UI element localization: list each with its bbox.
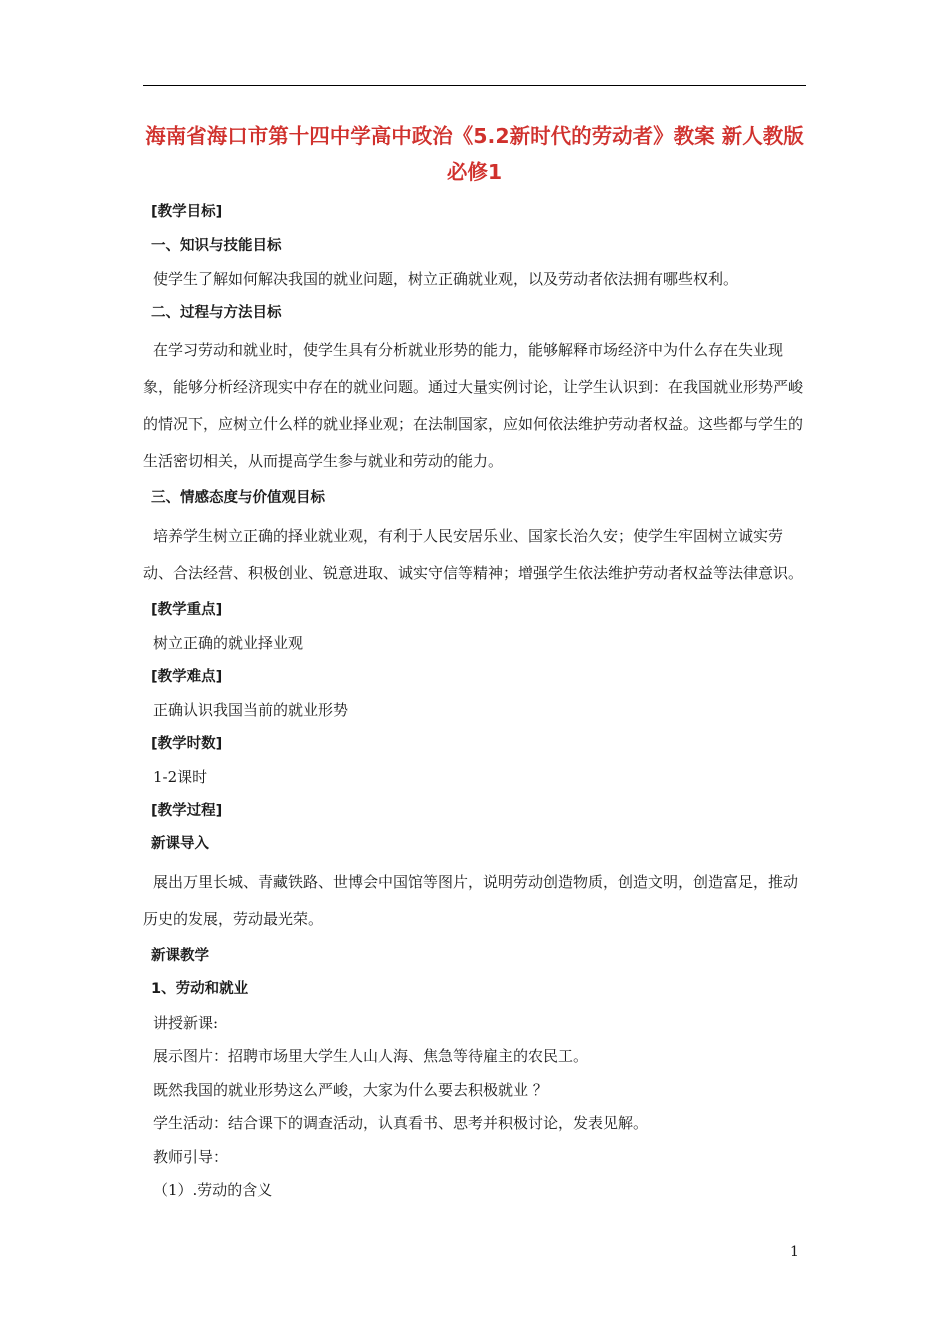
paragraph: 培养学生树立正确的择业就业观，有利于人民安居乐业、国家长治久安；使学生牢固树立诚实劳动、合法经营、积极创业、锐意进取、诚实守信等精神；增强学生依法维护劳动者权益等法律意识。 [143,526,804,582]
section-heading: 1、劳动和就业 [151,981,249,997]
paragraph: （1）.劳动的含义 [153,1181,273,1199]
section-heading: 二、过程与方法目标 [151,304,282,321]
paragraph: 1-2课时 [153,768,208,786]
paragraph: 使学生了解如何解决我国的就业问题，树立正确就业观，以及劳动者依法拥有哪些权利。 [153,270,739,288]
paragraph: 在学习劳动和就业时，使学生具有分析就业形势的能力，能够解释市场经济中为什么存在失业现象，能够分析经济现实中存在的就业问题。通过大量实例讨论，让学生认识到：在我国就业形势严峻的情况下，应树立什么样的就业择业观；在法制国家，应如何依法维护劳动者权益。这些都与学生的生活密切相关，从而提高学生参与就业和劳动的能力。 [143,341,804,470]
section-heading: 新课教学 [151,947,209,964]
document-title: 海南省海口市第十四中学高中政治《5.2新时代的劳动者》教案 新人教版必修1 [145,124,804,184]
header-rule [143,85,806,86]
paragraph: 展示图片：招聘市场里大学生人山人海、焦急等待雇主的农民工。 [153,1047,589,1065]
paragraph: 学生活动：结合课下的调查活动，认真看书、思考并积极讨论，发表见解。 [153,1114,649,1132]
paragraph: 展出万里长城、青藏铁路、世博会中国馆等图片，说明劳动创造物质，创造文明，创造富足，推动历史的发展，劳动最光荣。 [143,872,799,928]
paragraph: 既然我国的就业形势这么严峻，大家为什么要去积极就业 ？ [153,1080,548,1099]
page-number: 1 [790,1244,799,1260]
section-heading: [教学重点] [151,601,223,618]
section-heading: [教学目标] [151,204,223,220]
paragraph: 讲授新课: [153,1013,219,1032]
section-heading: [教学时数] [151,735,223,752]
document-body [143,196,811,1208]
section-heading: [教学过程] [151,802,223,819]
section-heading: [教学难点] [151,668,223,685]
paragraph: 树立正确的就业择业观 [153,634,304,652]
paragraph: 教师引导： [153,1147,229,1166]
section-heading: 三、情感态度与价值观目标 [151,490,325,506]
section-heading: 一、知识与技能目标 [151,237,282,254]
section-heading: 新课导入 [151,836,209,852]
paragraph: 正确认识我国当前的就业形势 [153,701,349,719]
